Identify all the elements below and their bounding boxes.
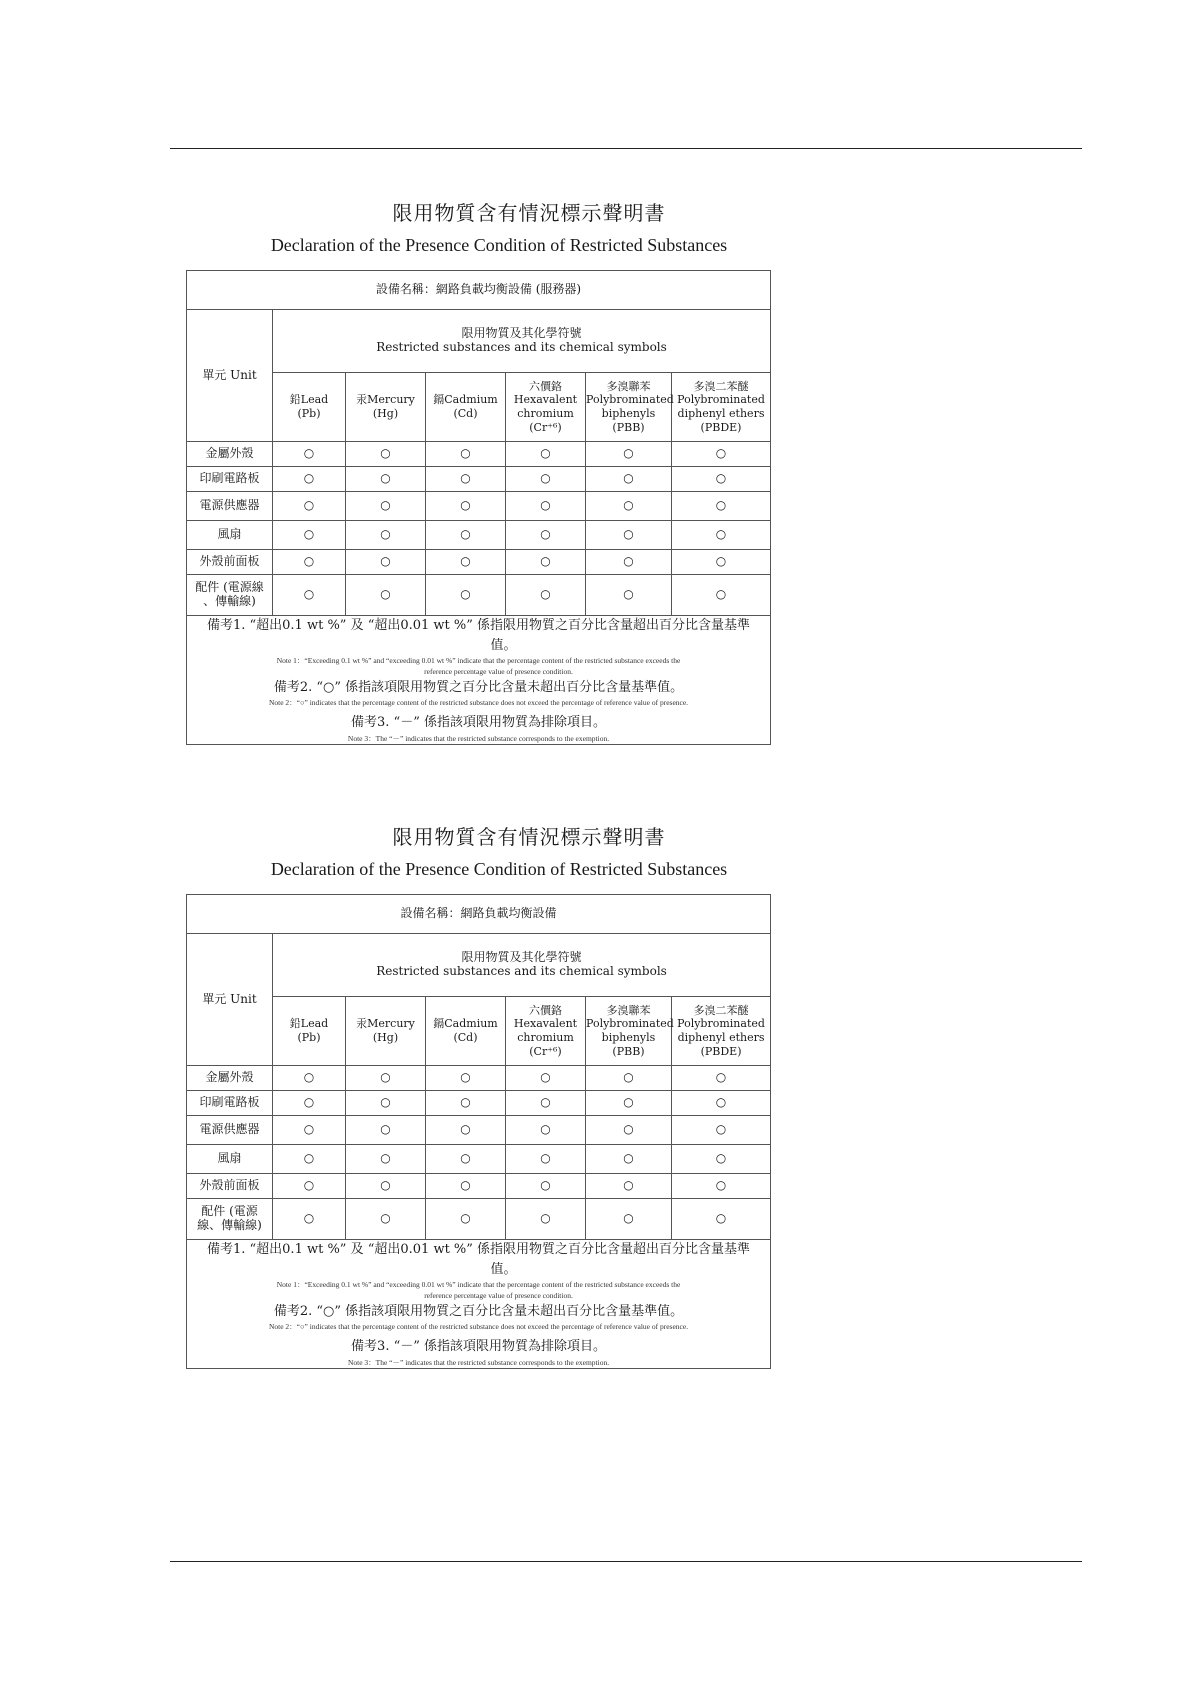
row-label: 金屬外殼 xyxy=(187,442,273,467)
notes-cell xyxy=(187,1240,771,1369)
mark: ○ xyxy=(506,1091,586,1116)
mark: ○ xyxy=(346,1066,426,1091)
row-label: 配件 (電源線 、傳輸線) xyxy=(187,575,273,616)
mark: ○ xyxy=(506,467,586,492)
column-header-pbde: 多溴二苯醚 Polybrominated diphenyl ethers (PBDE) xyxy=(672,373,771,442)
mark: ○ xyxy=(426,1116,506,1145)
mark: ○ xyxy=(273,1116,346,1145)
declaration-title-en: Declaration of the Presence Condition of Restricted Substances xyxy=(270,859,728,879)
mark: ○ xyxy=(672,492,771,521)
mark: ○ xyxy=(672,1116,771,1145)
note-3-zh: 備考3. “－” 係指該項限用物質為排除項目。 xyxy=(351,1339,607,1355)
mark: ○ xyxy=(586,1199,672,1240)
mark: ○ xyxy=(426,492,506,521)
table-row xyxy=(187,1174,771,1199)
mark: ○ xyxy=(426,521,506,550)
substances-table xyxy=(186,894,771,1369)
mark: ○ xyxy=(346,1199,426,1240)
mark: ○ xyxy=(346,1091,426,1116)
table-row xyxy=(187,442,771,467)
mark: ○ xyxy=(586,1174,672,1199)
substances-subheader: 限用物質及其化學符號 Restricted substances and its chemical symbols xyxy=(273,310,771,373)
column-header-cadmium: 鎘Cadmium (Cd) xyxy=(426,373,506,442)
mark: ○ xyxy=(586,442,672,467)
unit-header: 單元 Unit xyxy=(187,310,273,442)
mark: ○ xyxy=(672,1091,771,1116)
mark: ○ xyxy=(586,1145,672,1174)
mark: ○ xyxy=(426,1199,506,1240)
mark: ○ xyxy=(506,492,586,521)
column-header-cadmium: 鎘Cadmium (Cd) xyxy=(426,997,506,1066)
row-label: 風扇 xyxy=(187,1145,273,1174)
note-1-en: Note 1：“Exceeding 0.1 wt %” and “exceeding 0.01 wt %” indicate that the percentage content of the restricted substance exceeds the reference percentage value of presence condition. xyxy=(276,1280,681,1301)
table-row xyxy=(187,1116,771,1145)
mark: ○ xyxy=(426,467,506,492)
mark: ○ xyxy=(426,442,506,467)
row-label: 電源供應器 xyxy=(187,1116,273,1145)
mark: ○ xyxy=(586,575,672,616)
device-name: 設備名稱：網路負載均衡設備 xyxy=(187,895,771,934)
mark: ○ xyxy=(346,575,426,616)
column-header-pbb: 多溴聯苯 Polybrominated biphenyls (PBB) xyxy=(586,997,672,1066)
declaration-title-zh: 限用物質含有情況標示聲明書 xyxy=(392,201,666,225)
mark: ○ xyxy=(346,1116,426,1145)
mark: ○ xyxy=(273,467,346,492)
table-row xyxy=(187,1091,771,1116)
row-label: 配件 (電源 線、傳輸線) xyxy=(187,1199,273,1240)
mark: ○ xyxy=(426,1091,506,1116)
note-3-zh: 備考3. “－” 係指該項限用物質為排除項目。 xyxy=(351,715,606,731)
mark: ○ xyxy=(346,442,426,467)
mark: ○ xyxy=(672,575,771,616)
row-label: 金屬外殼 xyxy=(187,1066,273,1091)
mark: ○ xyxy=(273,1066,346,1091)
mark: ○ xyxy=(672,1174,771,1199)
unit-header: 單元 Unit xyxy=(187,934,273,1066)
row-label: 外殼前面板 xyxy=(187,1174,273,1199)
row-label: 外殼前面板 xyxy=(187,550,273,575)
column-header-pbde: 多溴二苯醚 Polybrominated diphenyl ethers (PBDE) xyxy=(672,997,771,1066)
table-row xyxy=(187,1145,771,1174)
substances-subheader: 限用物質及其化學符號 Restricted substances and its chemical symbols xyxy=(273,934,771,997)
notes-cell xyxy=(187,616,771,745)
column-header-chromium: 六價鉻 Hexavalent chromium (Cr⁺⁶) xyxy=(506,373,586,442)
table-row xyxy=(187,492,771,521)
note-1-zh: 備考1. “超出0.1 wt %” 及 “超出0.01 wt %” 係指限用物質之百分比含量超出百分比含量基準 值。 xyxy=(206,1242,751,1277)
mark: ○ xyxy=(346,550,426,575)
column-header-pbb: 多溴聯苯 Polybrominated biphenyls (PBB) xyxy=(586,373,672,442)
mark: ○ xyxy=(672,1066,771,1091)
mark: ○ xyxy=(506,1145,586,1174)
declaration-block-2 xyxy=(186,822,772,1369)
mark: ○ xyxy=(672,1199,771,1240)
note-2-zh: 備考2. “○” 係指該項限用物質之百分比含量未超出百分比含量基準值。 xyxy=(273,1303,684,1319)
table-row xyxy=(187,550,771,575)
mark: ○ xyxy=(273,575,346,616)
mark: ○ xyxy=(346,467,426,492)
mark: ○ xyxy=(672,550,771,575)
header-rule xyxy=(170,148,1082,149)
mark: ○ xyxy=(672,442,771,467)
note-2-en: Note 2：“○” indicates that the percentage content of the restricted substance does not exceed the percentage of reference value of presence. xyxy=(268,698,689,707)
column-header-lead: 鉛Lead (Pb) xyxy=(273,997,346,1066)
mark: ○ xyxy=(586,1091,672,1116)
declaration-title-en: Declaration of the Presence Condition of Restricted Substances xyxy=(270,235,728,255)
mark: ○ xyxy=(426,1174,506,1199)
note-1-en: Note 1：“Exceeding 0.1 wt %” and “exceeding 0.01 wt %” indicate that the percentage content of the restricted substance exceeds the reference percentage value of presence condition. xyxy=(276,656,681,677)
note-3-en: Note 3：The “－” indicates that the restricted substance corresponds to the exemption. xyxy=(347,733,610,743)
table-row xyxy=(187,467,771,492)
mark: ○ xyxy=(273,550,346,575)
mark: ○ xyxy=(273,442,346,467)
mark: ○ xyxy=(273,1199,346,1240)
mark: ○ xyxy=(506,1066,586,1091)
mark: ○ xyxy=(506,1174,586,1199)
mark: ○ xyxy=(586,1116,672,1145)
column-header-mercury: 汞Mercury (Hg) xyxy=(346,997,426,1066)
mark: ○ xyxy=(273,1091,346,1116)
mark: ○ xyxy=(273,1174,346,1199)
table-row xyxy=(187,521,771,550)
table-row xyxy=(187,575,771,616)
column-header-mercury: 汞Mercury (Hg) xyxy=(346,373,426,442)
note-2-zh: 備考2. “○” 係指該項限用物質之百分比含量未超出百分比含量基準值。 xyxy=(273,679,684,695)
mark: ○ xyxy=(672,521,771,550)
mark: ○ xyxy=(506,550,586,575)
mark: ○ xyxy=(506,1199,586,1240)
row-label: 風扇 xyxy=(187,521,273,550)
mark: ○ xyxy=(426,575,506,616)
mark: ○ xyxy=(586,467,672,492)
mark: ○ xyxy=(346,1145,426,1174)
mark: ○ xyxy=(506,521,586,550)
footer-rule xyxy=(170,1561,1082,1562)
mark: ○ xyxy=(426,1145,506,1174)
mark: ○ xyxy=(586,1066,672,1091)
column-header-chromium: 六價鉻 Hexavalent chromium (Cr⁺⁶) xyxy=(506,997,586,1066)
mark: ○ xyxy=(506,575,586,616)
mark: ○ xyxy=(273,492,346,521)
mark: ○ xyxy=(426,1066,506,1091)
mark: ○ xyxy=(586,521,672,550)
mark: ○ xyxy=(346,521,426,550)
mark: ○ xyxy=(346,492,426,521)
table-row xyxy=(187,1199,771,1240)
note-2-en: Note 2：“○” indicates that the percentage content of the restricted substance does not exceed the percentage of reference value of presence. xyxy=(268,1322,689,1331)
mark: ○ xyxy=(672,1145,771,1174)
mark: ○ xyxy=(586,492,672,521)
mark: ○ xyxy=(506,442,586,467)
mark: ○ xyxy=(672,467,771,492)
mark: ○ xyxy=(506,1116,586,1145)
mark: ○ xyxy=(273,521,346,550)
row-label: 印刷電路板 xyxy=(187,1091,273,1116)
row-label: 印刷電路板 xyxy=(187,467,273,492)
row-label: 電源供應器 xyxy=(187,492,273,521)
note-1-zh: 備考1. “超出0.1 wt %” 及 “超出0.01 wt %” 係指限用物質之百分比含量超出百分比含量基準 值。 xyxy=(206,618,751,653)
mark: ○ xyxy=(273,1145,346,1174)
declaration-block-1 xyxy=(186,198,772,745)
note-3-en: Note 3：The “－” indicates that the restricted substance corresponds to the exemption. xyxy=(347,1357,610,1367)
substances-table xyxy=(186,270,771,745)
table-row xyxy=(187,1066,771,1091)
column-header-lead: 鉛Lead (Pb) xyxy=(273,373,346,442)
declaration-title-zh: 限用物質含有情況標示聲明書 xyxy=(392,825,666,849)
mark: ○ xyxy=(426,550,506,575)
mark: ○ xyxy=(586,550,672,575)
mark: ○ xyxy=(346,1174,426,1199)
device-name: 設備名稱：網路負載均衡設備 (服務器) xyxy=(187,271,771,310)
